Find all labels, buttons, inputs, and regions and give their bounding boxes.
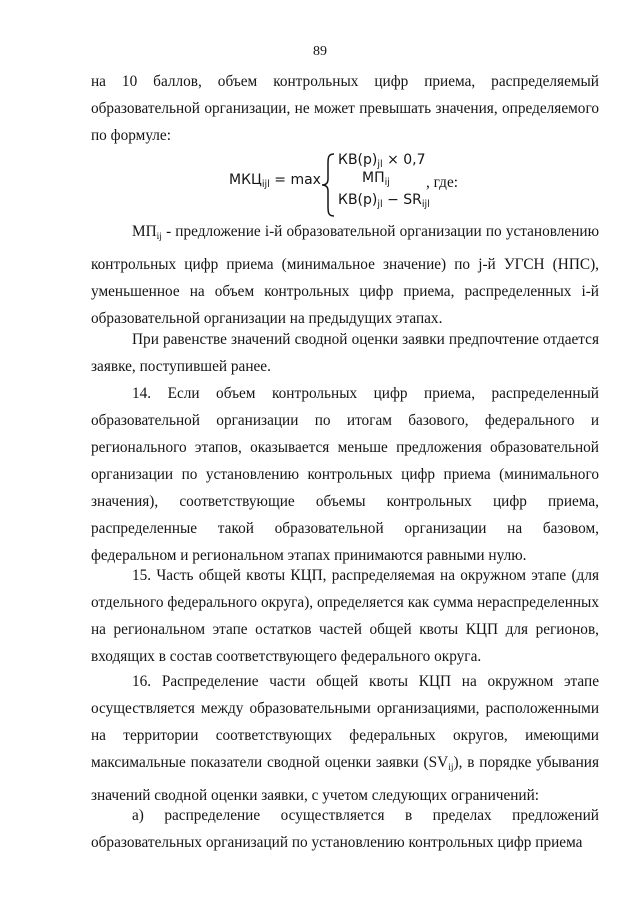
formula-lhs: $МКЦ_{ijl} = \max$	[229, 172, 321, 190]
paragraph-a: а) распределение осуществляется в пределах предложений образовательных организаций по установлению контрольных цифр приема	[91, 807, 599, 851]
definition-text: $МП_{ij}$ - предложение i-й образовательной организации по установлению контрольных цифр приема (минимальное значение) по j-й УГСН (НПС), уменьшенное на объем контрольных цифр приема, распределенных i-й образовательной организации на предыдущих этапах.	[91, 223, 599, 327]
formula-brace	[320, 152, 336, 218]
definition-paragraph	[91, 218, 599, 332]
formula-line-1: $КВ(р)_{jl} \times 0,7$	[338, 152, 426, 170]
paragraph-16	[91, 668, 599, 809]
formula-line-2: $МП_{ij}$	[362, 170, 390, 188]
intro-text: на 10 баллов, объем контрольных цифр приема, распределяемый образовательной организации, не может превышать значения, определяемого по формуле:	[91, 73, 599, 144]
formula-where: , где:	[426, 174, 458, 191]
intro-paragraph	[91, 68, 599, 149]
formula	[0, 152, 640, 218]
formula-line-3: $КВ(р)_{jl} - SR_{ijl}$	[338, 192, 430, 210]
paragraph-16-text: 16. Распределение части общей квоты КЦП на окружном этапе осуществляется между образовательными организациями, расположенными на территории соответствующих федеральных округов, имеющими максимальные показатели сводной оценки заявки $(SV_{ij})$, в порядке убывания значений сводной оценки заявки, с учетом следующих ограничений:	[91, 673, 600, 804]
equal-scores-paragraph: При равенстве значений сводной оценки заявки предпочтение отдается заявке, поступившей ранее.	[91, 331, 599, 375]
paragraph-15: 15. Часть общей квоты КЦП, распределяемая на окружном этапе (для отдельного федерального округа), определяется как сумма нераспределенных на региональном этапе остатков частей общей квоты КЦП для регионов, входящих в состав соответствующего федерального округа.	[91, 567, 599, 665]
paragraph-14: 14. Если объем контрольных цифр приема, распределенный образовательной организации по итогам базового, федерального и регионального этапов, оказывается меньше предложения образовательной организации по установлению контрольных цифр приема (минимального значения), соответствующие объемы контрольных цифр приема, распределенные такой образовательной организации на базовом, федеральном и региональном этапах принимаются равными нулю.	[91, 385, 599, 564]
page-number: 89	[313, 44, 327, 59]
definition-term: $МП_{ij}$	[132, 223, 162, 242]
